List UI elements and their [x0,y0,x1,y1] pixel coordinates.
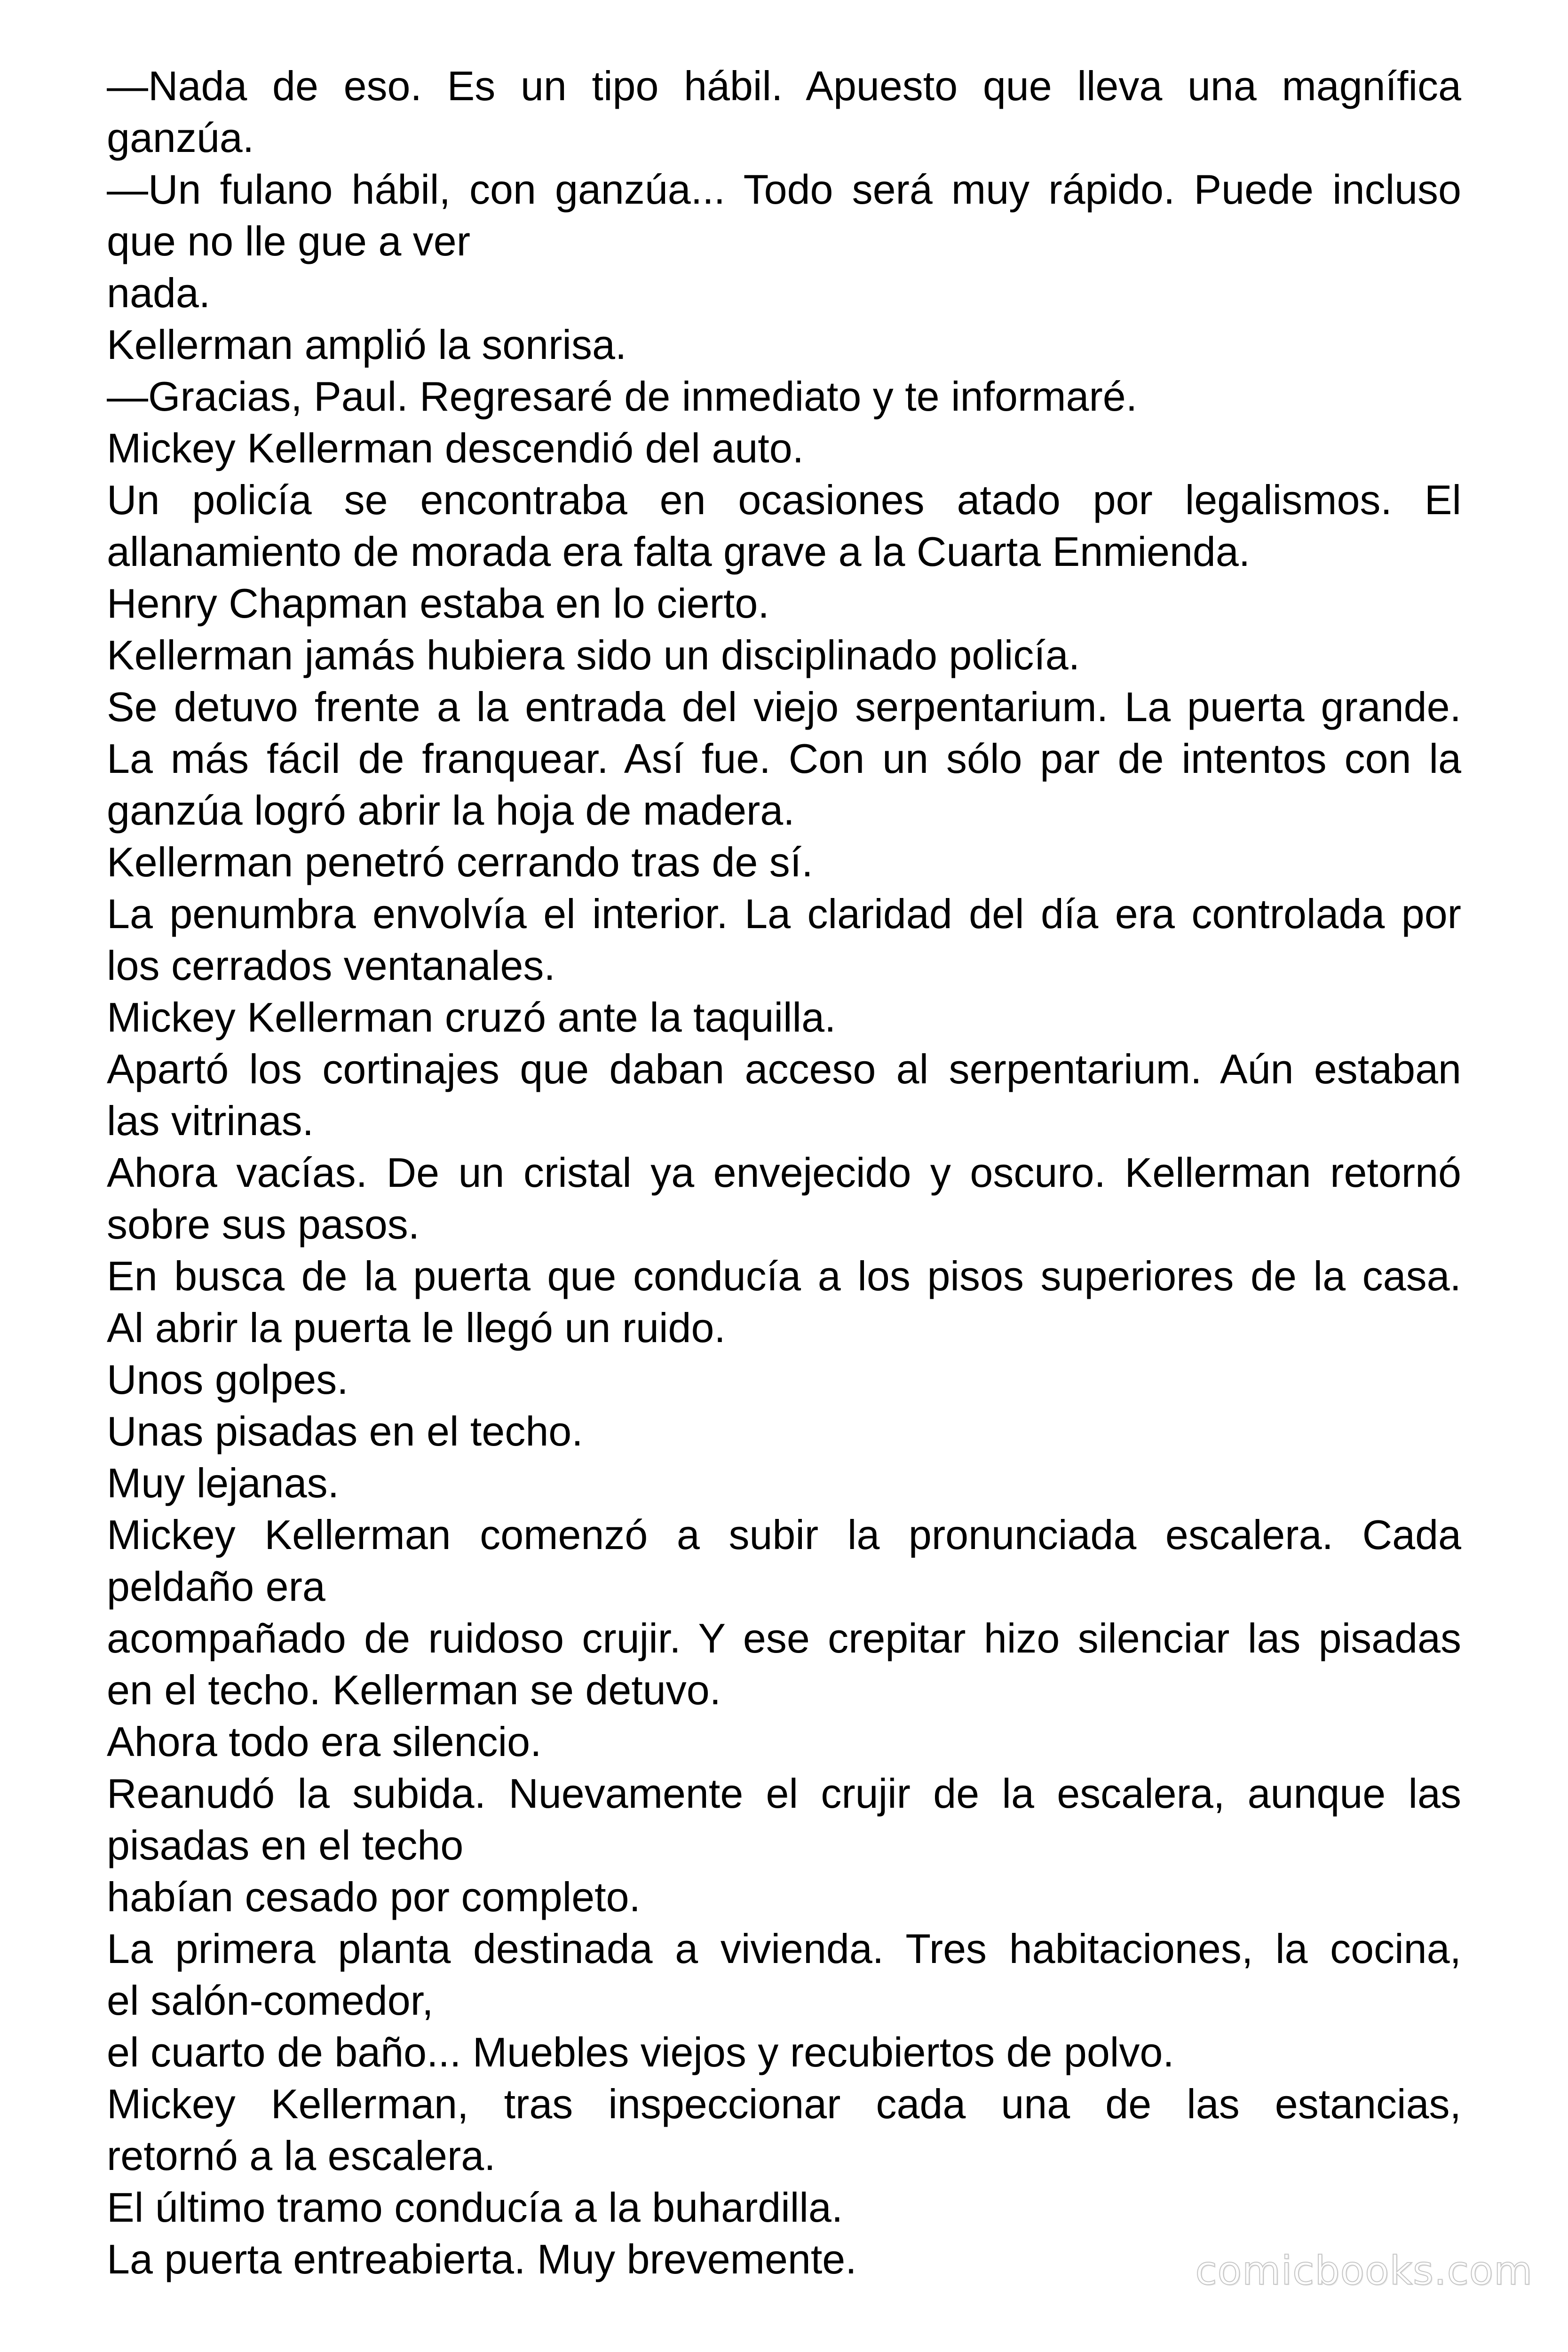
text-line: —Gracias, Paul. Regresaré de inmediato y te informaré. [107,373,1138,420]
text-line: el cuarto de baño... Muebles viejos y recubiertos de polvo. [107,2029,1174,2075]
text-line: sobre sus pasos. [107,1201,420,1248]
text-line: Mickey Kellerman, tras inspeccionar cada una de las estancias, [107,2081,1461,2127]
text-line: La primera planta destinada a vivienda. Tres habitaciones, la cocina, [107,1925,1461,1972]
text-line: Apartó los cortinajes que daban acceso al serpentarium. Aún estaban [107,1046,1461,1092]
text-line: La puerta entreabierta. Muy brevemente. [107,2236,857,2282]
text-line: Mickey Kellerman comenzó a subir la pronunciada escalera. Cada [107,1511,1461,1558]
text-line: retornó a la escalera. [107,2132,496,2179]
text-line: En busca de la puerta que conducía a los pisos superiores de la casa. [107,1253,1461,1299]
text-line: acompañado de ruidoso crujir. Y ese crepitar hizo silenciar las pisadas [107,1615,1461,1661]
text-line: La más fácil de franquear. Así fue. Con un sólo par de intentos con la [107,735,1461,782]
watermark-text: comicbooks.com [1195,2248,1533,2294]
text-line: los cerrados ventanales. [107,942,555,989]
text-line: Henry Chapman estaba en lo cierto. [107,580,769,627]
text-line: La penumbra envolvía el interior. La claridad del día era controlada por [107,890,1461,937]
text-line: Reanudó la subida. Nuevamente el crujir de la escalera, aunque las [107,1770,1461,1817]
text-line: —Un fulano hábil, con ganzúa... Todo será muy rápido. Puede incluso [107,166,1461,213]
text-line: Mickey Kellerman descendió del auto. [107,425,804,471]
text-line: habían cesado por completo. [107,1874,641,1920]
text-line: nada. [107,270,211,316]
text-line: —Nada de eso. Es un tipo hábil. Apuesto que lleva una magnífica [107,63,1461,109]
text-line: peldaño era [107,1563,325,1610]
text-line: Unos golpes. [107,1356,348,1403]
text-line: Muy lejanas. [107,1460,340,1506]
text-line: Al abrir la puerta le llegó un ruido. [107,1304,726,1351]
text-line: Un policía se encontraba en ocasiones atado por legalismos. El [107,477,1461,523]
text-line: Kellerman amplió la sonrisa. [107,321,627,368]
text-line: pisadas en el techo [107,1822,464,1868]
text-line: Kellerman jamás hubiera sido un disciplinado policía. [107,632,1080,678]
text-line: Ahora todo era silencio. [107,1718,542,1765]
text-line: El último tramo conducía a la buhardilla. [107,2184,843,2231]
text-line: las vitrinas. [107,1097,314,1144]
text-line: Kellerman penetró cerrando tras de sí. [107,839,813,885]
text-line: Unas pisadas en el techo. [107,1408,583,1454]
text-line: el salón-comedor, [107,1977,434,2024]
text-line: que no lle gue a ver [107,218,471,264]
text-line: allanamiento de morada era falta grave a la Cuarta Enmienda. [107,528,1251,575]
document-body [107,60,1461,2285]
text-line: Mickey Kellerman cruzó ante la taquilla. [107,994,836,1041]
text-line: ganzúa. [107,114,254,161]
text-line: Ahora vacías. De un cristal ya envejecido y oscuro. Kellerman retornó [107,1149,1461,1196]
text-line: Se detuvo frente a la entrada del viejo serpentarium. La puerta grande. [107,683,1461,730]
text-line: en el techo. Kellerman se detuvo. [107,1667,721,1713]
text-line: ganzúa logró abrir la hoja de madera. [107,787,795,834]
